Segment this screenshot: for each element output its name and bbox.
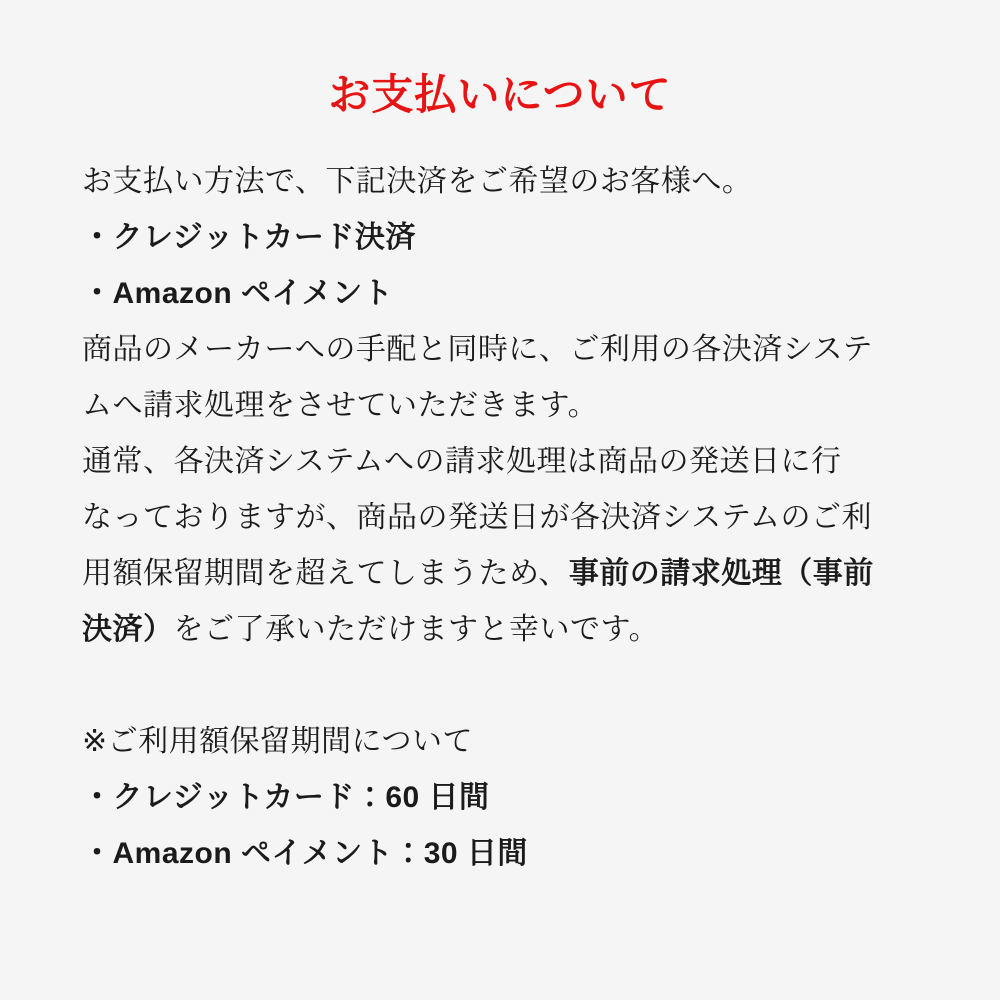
notice-body xyxy=(82,154,920,882)
paragraph-line xyxy=(82,546,920,602)
paragraph-line xyxy=(82,378,920,434)
paragraph-line xyxy=(82,490,920,546)
blank-line xyxy=(82,658,920,714)
text-segment: ※ご利用額保留期間について xyxy=(82,725,474,758)
text-segment: なっておりますが、商品の発送日が各決済システムのご利 xyxy=(82,501,872,534)
text-segment: ・クレジットカード決済 xyxy=(82,221,416,254)
text-segment: をご了承いただけますと幸いです。 xyxy=(173,613,660,646)
text-segment: 通常、各決済システムへの請求処理は商品の発送日に行 xyxy=(82,445,842,478)
text-segment-emphasis: 決済） xyxy=(82,613,174,646)
intro-line xyxy=(82,154,920,210)
text-segment: 用額保留期間を超えてしまうため、 xyxy=(82,557,569,590)
hold-period-heading xyxy=(82,714,920,770)
paragraph-line xyxy=(82,602,920,658)
page-title: お支払いについて xyxy=(328,71,672,118)
bullet-credit-card xyxy=(82,210,920,266)
bullet-amazon-payment-period xyxy=(82,826,920,882)
paragraph-line xyxy=(82,322,920,378)
text-segment: お支払い方法で、下記決済をご希望のお客様へ。 xyxy=(82,165,753,198)
text-segment-emphasis: 事前の請求処理（事前 xyxy=(568,557,874,590)
text-segment: ・クレジットカード：60 日間 xyxy=(82,781,490,814)
text-segment: ・Amazon ペイメント：30 日間 xyxy=(82,837,528,870)
text-segment: ムへ請求処理をさせていただきます。 xyxy=(82,389,599,422)
text-segment: 商品のメーカーへの手配と同時に、ご利用の各決済システ xyxy=(82,333,873,366)
bullet-credit-card-period xyxy=(82,770,920,826)
text-segment: ・Amazon ペイメント xyxy=(82,277,394,310)
bullet-amazon-payment xyxy=(82,266,920,322)
paragraph-line xyxy=(82,434,920,490)
